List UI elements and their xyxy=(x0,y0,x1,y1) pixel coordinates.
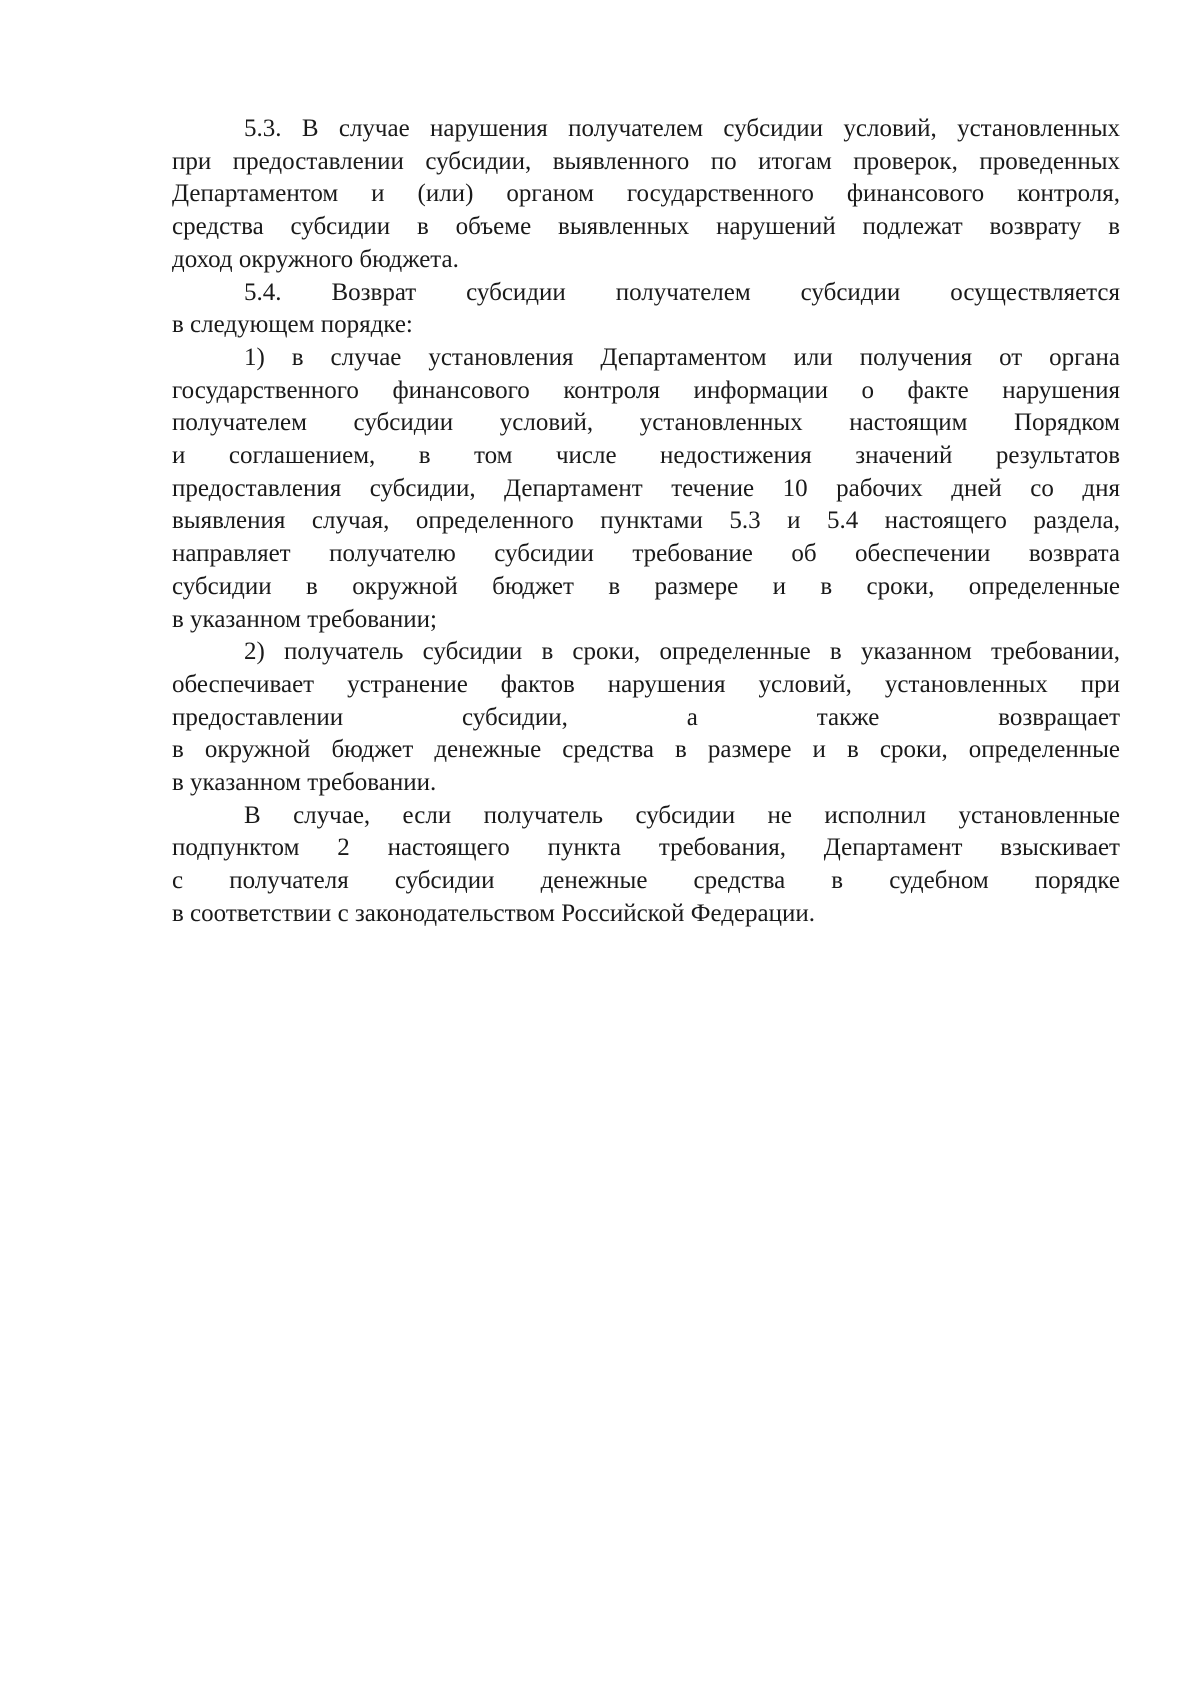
text-line: и соглашением, в том числе недостижения значений результатов xyxy=(172,442,1120,470)
document-body xyxy=(172,113,1120,931)
text-line: при предоставлении субсидии, выявленного по итогам проверок, проведенных xyxy=(172,147,1120,175)
text-line: с получателя субсидии денежные средства в судебном порядке xyxy=(172,867,1120,895)
text-line: выявления случая, определенного пунктами 5.3 и 5.4 настоящего раздела, xyxy=(172,507,1120,535)
text-line: 1) в случае установления Департаментом или получения от органа xyxy=(244,343,1120,371)
text-line: 5.3. В случае нарушения получателем субсидии условий, установленных xyxy=(244,115,1120,142)
paragraph-final xyxy=(172,800,1120,931)
text-line: в следующем порядке: xyxy=(172,311,413,339)
text-line: в указанном требовании; xyxy=(172,605,437,633)
text-line: В случае, если получатель субсидии не исполнил установленные xyxy=(244,801,1120,829)
paragraph-item-1 xyxy=(172,342,1120,636)
paragraph-5-3 xyxy=(172,113,1120,277)
text-line: 5.4. Возврат субсидии получателем субсидии осуществляется xyxy=(244,278,1120,306)
text-line: направляет получателю субсидии требование об обеспечении возврата xyxy=(172,540,1120,568)
text-line: средства субсидии в объеме выявленных нарушений подлежат возврату в xyxy=(172,213,1120,241)
text-line: предоставления субсидии, Департамент течение 10 рабочих дней со дня xyxy=(172,474,1120,502)
text-line: в указанном требовании. xyxy=(172,769,437,797)
text-line: в окружной бюджет денежные средства в размере и в сроки, определенные xyxy=(172,736,1120,764)
text-line: субсидии в окружной бюджет в размере и в сроки, определенные xyxy=(172,572,1120,600)
text-line: Департаментом и (или) органом государственного финансового контроля, xyxy=(172,180,1120,208)
text-line: доход окружного бюджета. xyxy=(172,245,459,273)
paragraph-item-2 xyxy=(172,636,1120,800)
paragraph-5-4 xyxy=(172,277,1120,342)
text-line: подпунктом 2 настоящего пункта требования, Департамент взыскивает xyxy=(172,834,1120,862)
text-line: обеспечивает устранение фактов нарушения условий, установленных при xyxy=(172,670,1120,698)
text-line: государственного финансового контроля информации о факте нарушения xyxy=(172,376,1120,404)
text-line: получателем субсидии условий, установленных настоящим Порядком xyxy=(172,409,1120,437)
text-line: предоставлении субсидии, а также возвращает xyxy=(172,703,1120,731)
text-line: в соответствии с законодательством Российской Федерации. xyxy=(172,899,816,927)
text-line: 2) получатель субсидии в сроки, определенные в указанном требовании, xyxy=(244,638,1120,666)
